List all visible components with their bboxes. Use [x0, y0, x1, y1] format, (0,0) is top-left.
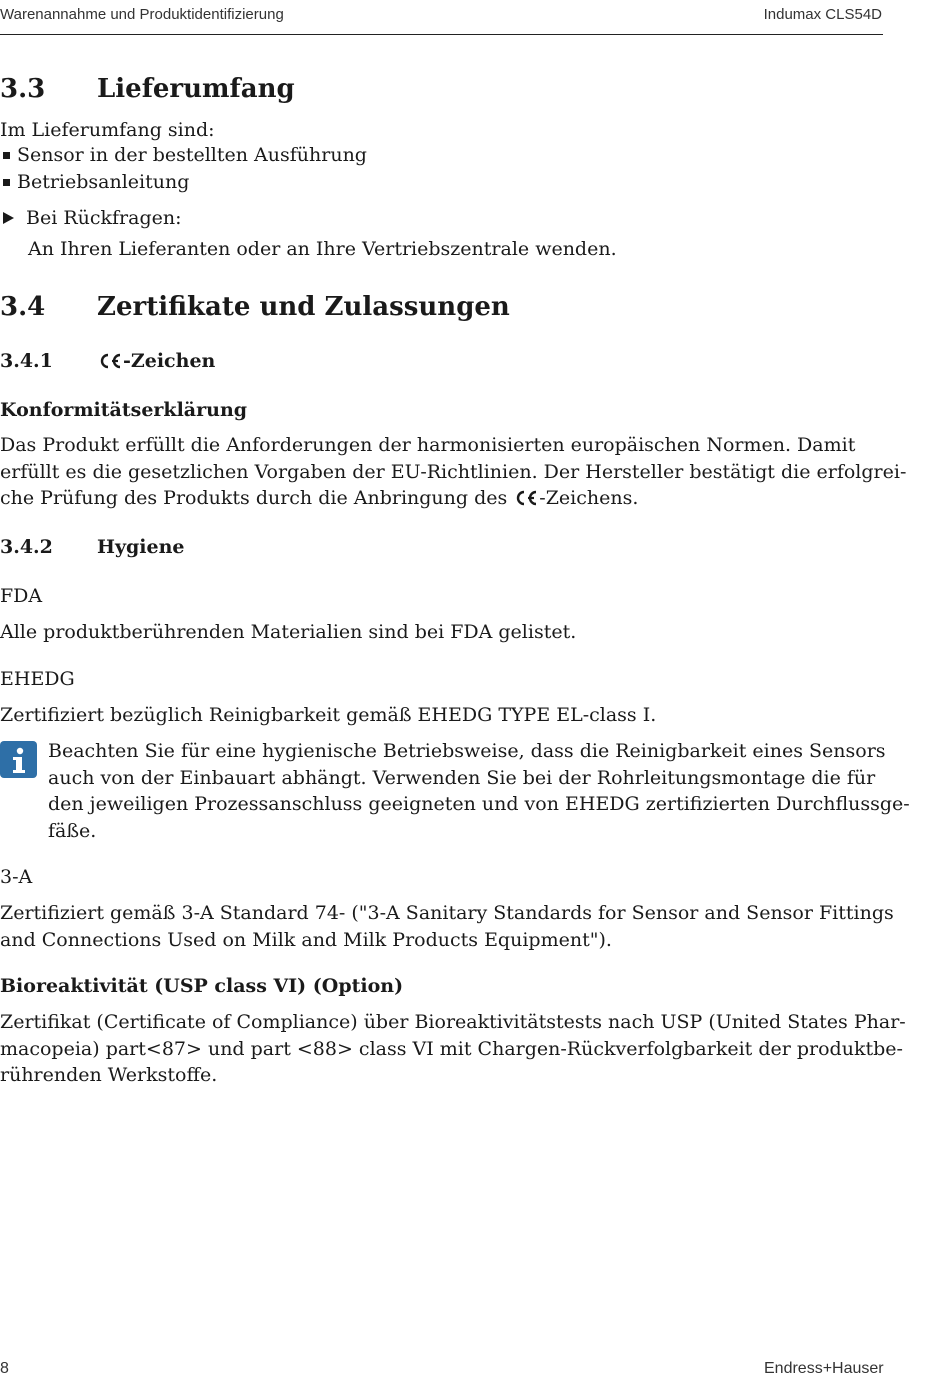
section-number: 3.4	[0, 292, 46, 322]
arrow-right-icon	[3, 212, 14, 224]
subheading-fda: FDA	[0, 585, 43, 607]
section-number: 3.4.1	[0, 350, 53, 372]
section-heading-3-4	[0, 292, 510, 322]
info-icon	[0, 741, 37, 778]
section-heading-3-4-1	[0, 350, 215, 372]
section-heading-3-4-2	[0, 536, 185, 558]
section-title: Hygiene	[97, 536, 185, 558]
section-number: 3.4.2	[0, 536, 53, 558]
ce-mark-icon	[513, 490, 539, 506]
delivery-intro: Im Lieferumfang sind:	[0, 119, 215, 141]
list-item: Betriebsanleitung	[0, 171, 189, 193]
subheading-bioreactivity: Bioreaktivität (USP class VI) (Option)	[0, 975, 404, 997]
header-product-name: Indumax CLS54D	[763, 6, 882, 23]
header-section-title: Warenannahme und Produktidentifizierung	[0, 6, 284, 23]
section-heading-3-3	[0, 74, 295, 104]
action-step: Bei Rückfragen:	[0, 207, 182, 229]
subheading-ehedg: EHEDG	[0, 668, 75, 690]
action-step-text: An Ihren Lieferanten oder an Ihre Vertriebszentrale wenden.	[28, 238, 617, 260]
header-divider	[0, 34, 883, 35]
conformity-paragraph: Das Produkt erfüllt die Anforderungen der harmonisierten europäischen Normen. Damit erfüllt es die gesetzlichen Vorgaben der EU-Richtlinien. Der Hersteller bestätigt die erfolgrei- che Prüfung des Produkts durch die Anbringung des -Zeichens.	[0, 434, 907, 509]
3a-paragraph: Zertifiziert gemäß 3-A Standard 74- ("3-A Sanitary Standards for Sensor and Sensor Fittings and Connections Used on Milk and Milk Products Equipment").	[0, 902, 894, 951]
footer-brand: Endress+Hauser	[764, 1360, 884, 1377]
page-header	[0, 6, 882, 23]
bullet-icon	[3, 179, 10, 186]
subheading-3a: 3-A	[0, 866, 33, 888]
list-item: Sensor in der bestellten Ausführung	[0, 144, 367, 166]
section-title: Zertifikate und Zulassungen	[97, 292, 510, 322]
ce-mark-icon	[97, 353, 123, 369]
ehedg-paragraph: Zertifiziert bezüglich Reinigbarkeit gemäß EHEDG TYPE EL-class I.	[0, 704, 657, 726]
section-title: Lieferumfang	[97, 74, 295, 104]
section-title: -Zeichen	[97, 350, 215, 372]
page-number: 8	[0, 1360, 9, 1377]
bullet-icon	[3, 152, 10, 159]
info-note: Beachten Sie für eine hygienische Betriebsweise, dass die Reinigbarkeit eines Sensors auch von der Einbauart abhängt. Verwenden Sie bei der Rohrleitungsmontage die für den jeweiligen Prozessanschluss geeigneten und von EHEDG zertifizierten Durchflussge- fäße.	[48, 740, 910, 842]
bioreactivity-paragraph: Zertifikat (Certificate of Compliance) über Bioreaktivitätstests nach USP (United States Phar- macopeia) part<87> und part <88> class VI mit Chargen-Rückverfolgbarkeit der produktbe- rührenden Werkstoffe.	[0, 1011, 906, 1086]
fda-paragraph: Alle produktberührenden Materialien sind bei FDA gelistet.	[0, 621, 577, 643]
section-number: 3.3	[0, 74, 46, 104]
subheading-conformity: Konformitätserklärung	[0, 399, 248, 421]
